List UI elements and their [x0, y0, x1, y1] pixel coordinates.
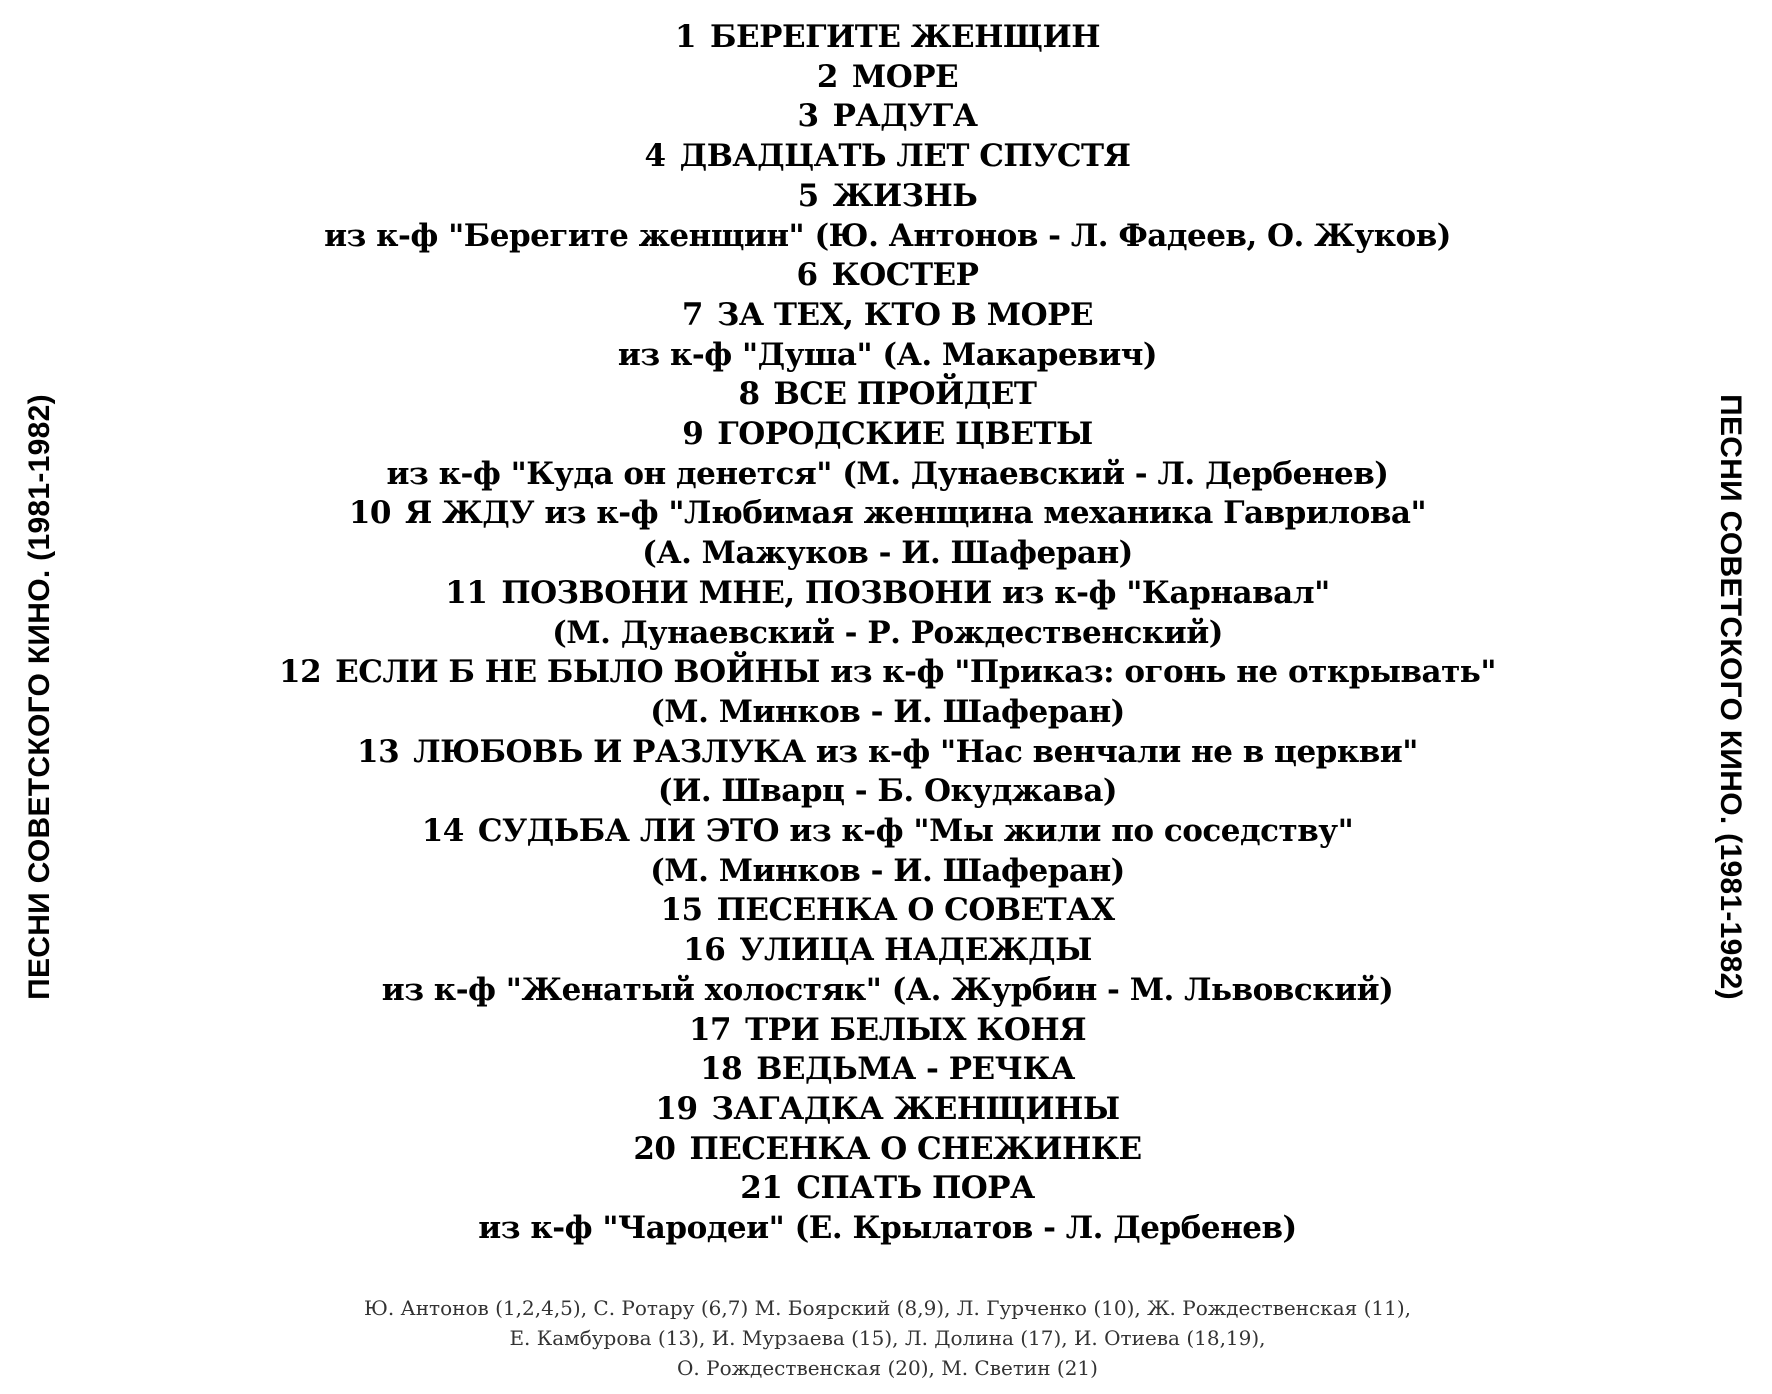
- film-source-15-16: из к-ф "Женатый холостяк" (А. Журбин - М. Львовский): [381, 971, 1394, 1008]
- track-14-credits: (М. Минков - И. Шаферан): [650, 852, 1125, 889]
- track-number: 14: [421, 813, 464, 850]
- track-number: 21: [740, 1170, 783, 1207]
- track-number: 10: [348, 495, 391, 532]
- track-7: [200, 296, 1575, 336]
- track-title: ДВАДЦАТЬ ЛЕТ СПУСТЯ: [679, 138, 1131, 175]
- track-12-credits: (М. Минков - И. Шаферан): [650, 693, 1125, 730]
- track-title: МОРЕ: [851, 58, 959, 95]
- track-9: [200, 415, 1575, 455]
- track-13-credits: (И. Шварц - Б. Окуджава): [657, 773, 1118, 810]
- track-number: 7: [681, 296, 703, 333]
- track-title: РАДУГА: [832, 98, 978, 135]
- track-13: [200, 733, 1575, 773]
- track-19: [200, 1090, 1575, 1130]
- track-number: 1: [674, 19, 697, 55]
- track-title: ЕСЛИ Б НЕ БЫЛО ВОЙНЫ из к-ф "Приказ: огонь не открывать": [335, 654, 1496, 691]
- track-title: ПЕСЕНКА О СНЕЖИНКЕ: [689, 1130, 1142, 1167]
- track-number: 5: [797, 177, 819, 214]
- track-title: ЛЮБОВЬ И РАЗЛУКА из к-ф "Нас венчали не в церкви": [413, 733, 1418, 770]
- film-source-17-21: из к-ф "Чародеи" (Е. Крылатов - Л. Дербенев): [478, 1210, 1297, 1247]
- track-11: [200, 574, 1575, 614]
- track-14: [200, 812, 1575, 852]
- track-title: ПОЗВОНИ МНЕ, ПОЗВОНИ из к-ф "Карнавал": [501, 574, 1330, 611]
- track-title: БЕРЕГИТЕ ЖЕНЩИН: [710, 19, 1101, 55]
- track-title: УЛИЦА НАДЕЖДЫ: [739, 932, 1092, 969]
- track-number: 8: [738, 376, 760, 413]
- spine-right-title: ПЕСНИ СОВЕТСКОГО КИНО. (1981-1982): [1714, 394, 1747, 1000]
- film-source-6-7: из к-ф "Душа" (А. Макаревич): [617, 336, 1158, 373]
- track-number: 4: [644, 138, 666, 175]
- track-title: ГОРОДСКИЕ ЦВЕТЫ: [717, 416, 1093, 453]
- track-16: [200, 931, 1575, 971]
- track-17: [200, 1011, 1575, 1051]
- track-5: [200, 177, 1575, 217]
- track-6: [200, 256, 1575, 296]
- track-4: [200, 137, 1575, 177]
- performers-line-2: Е. Камбурова (13), И. Мурзаева (15), Л. Долина (17), И. Отиева (18,19),: [509, 1326, 1266, 1350]
- track-title: Я ЖДУ из к-ф "Любимая женщина механика Гаврилова": [405, 495, 1427, 532]
- track-number: 20: [633, 1130, 676, 1167]
- track-1: [200, 18, 1575, 58]
- track-title: СУДЬБА ЛИ ЭТО из к-ф "Мы жили по соседству": [477, 813, 1354, 850]
- track-10: [200, 494, 1575, 534]
- spine-left-title: ПЕСНИ СОВЕТСКОГО КИНО. (1981-1982): [23, 394, 56, 1000]
- track-number: 9: [682, 416, 704, 453]
- track-number: 11: [445, 574, 488, 611]
- track-title: СПАТЬ ПОРА: [796, 1170, 1035, 1207]
- track-15: [200, 891, 1575, 931]
- track-18: [200, 1050, 1575, 1090]
- performers-line-3: О. Рождественская (20), М. Светин (21): [677, 1356, 1098, 1380]
- track-title: ВЕДЬМА - РЕЧКА: [756, 1051, 1075, 1088]
- tracklist: [200, 18, 1575, 1249]
- track-title: ТРИ БЕЛЫХ КОНЯ: [745, 1011, 1087, 1048]
- track-title: ВСЕ ПРОЙДЕТ: [773, 376, 1037, 413]
- track-number: 17: [688, 1011, 732, 1048]
- track-12: [200, 653, 1575, 693]
- track-title: КОСТЕР: [831, 257, 979, 294]
- spine-left: [0, 0, 80, 1394]
- track-number: 12: [279, 654, 322, 691]
- film-source-1-5: из к-ф "Берегите женщин" (Ю. Антонов - Л. Фадеев, О. Жуков): [324, 217, 1451, 254]
- track-11-credits: (М. Дунаевский - Р. Рождественский): [552, 614, 1223, 651]
- track-number: 15: [660, 892, 703, 929]
- track-title: ПЕСЕНКА О СОВЕТАХ: [716, 892, 1115, 929]
- track-title: ЗА ТЕХ, КТО В МОРЕ: [717, 296, 1094, 333]
- track-21: [200, 1169, 1575, 1209]
- performers-line-1: Ю. Антонов (1,2,4,5), С. Ротару (6,7) М. Боярский (8,9), Л. Гурченко (10), Ж. Рождественская (11),: [363, 1296, 1412, 1320]
- track-number: 19: [655, 1090, 698, 1127]
- track-8: [200, 375, 1575, 415]
- track-number: 3: [797, 98, 819, 135]
- track-3: [200, 97, 1575, 137]
- track-number: 18: [700, 1051, 743, 1088]
- track-number: 2: [816, 58, 838, 95]
- spine-right: [1690, 0, 1770, 1394]
- track-20: [200, 1130, 1575, 1170]
- track-number: 16: [683, 932, 726, 969]
- track-number: 6: [796, 257, 818, 294]
- performers-credits: [200, 1293, 1575, 1383]
- track-2: [200, 58, 1575, 98]
- track-title: ЗАГАДКА ЖЕНЩИНЫ: [711, 1090, 1120, 1127]
- track-number: 13: [357, 733, 400, 770]
- film-source-8-9: из к-ф "Куда он денется" (М. Дунаевский - Л. Дербенев): [386, 455, 1389, 492]
- track-10-credits: (А. Мажуков - И. Шаферан): [642, 535, 1133, 572]
- track-title: ЖИЗНЬ: [832, 177, 978, 214]
